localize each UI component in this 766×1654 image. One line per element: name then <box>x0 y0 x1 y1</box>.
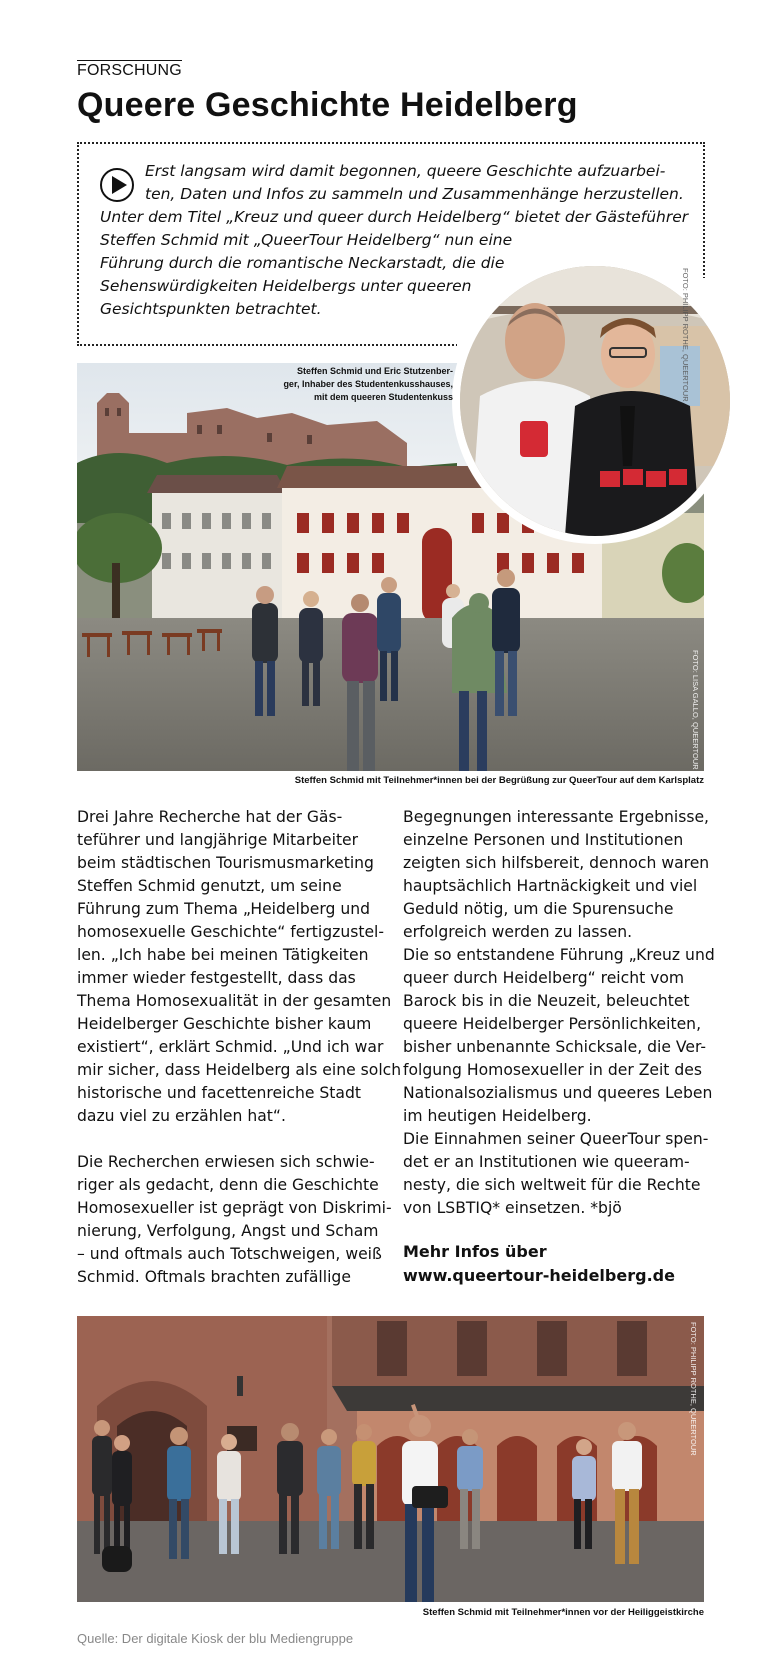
article-line: det er an Institutionen wie queeram- <box>403 1153 690 1171</box>
photo-credit-bottom: FOTO: PHILIPP ROTHE, QUEERTOUR <box>689 1322 698 1456</box>
article-line: Schmid. Oftmals brachten zufällige <box>77 1268 351 1286</box>
intro-line: Führung durch die romantische Neckarstadt, die die <box>100 254 505 272</box>
more-info-label: Mehr Infos über <box>403 1242 547 1261</box>
photo-credit: FOTO: LISA GALLO, QUEERTOUR <box>691 650 700 770</box>
article-line: Die Einnahmen seiner QueerTour spen- <box>403 1130 709 1148</box>
article-line: Nationalsozialismus und queeres Leben <box>403 1084 713 1102</box>
source-note: Quelle: Der digitale Kiosk der blu Mediengruppe <box>77 1631 354 1646</box>
article-line: len. „Ich habe bei meinen Tätigkeiten <box>77 946 369 964</box>
article-line: – und oftmals auch Totschweigen, weiß <box>77 1245 382 1263</box>
article-line: queere Heidelberger Persönlichkeiten, <box>403 1015 702 1033</box>
article-line: Homosexueller ist geprägt von Diskrimi- <box>77 1199 392 1217</box>
article-line: zeigten sich hilfsbereit, dennoch waren <box>403 854 710 872</box>
article-line: homosexuelle Geschichte“ fertigzustel- <box>77 923 385 941</box>
article-line: Geduld nötig, um die Spurensuche <box>403 900 674 918</box>
article-line: im heutigen Heidelberg. <box>403 1107 592 1125</box>
inset-caption-line: Steffen Schmid und Eric Stutzenber- <box>296 366 453 376</box>
article-line: Die Recherchen erwiesen sich schwie- <box>77 1153 375 1171</box>
inset-caption-line: ger, Inhaber des Studentenkusshauses, <box>283 379 453 389</box>
article-line: folgung Homosexueller in der Zeit des <box>403 1061 702 1079</box>
heiliggeistkirche-photo <box>77 1316 704 1602</box>
article-line: queer durch Heidelberg“ reicht vom <box>403 969 685 987</box>
play-icon <box>100 168 134 202</box>
photo-caption: Steffen Schmid mit Teilnehmer*innen bei der Begrüßung zur QueerTour auf dem Karlsplatz <box>294 775 704 786</box>
article-line: Steffen Schmid genutzt, um seine <box>77 877 342 895</box>
article-line: Barock bis in die Neuzeit, beleuchtet <box>403 992 690 1010</box>
intro-line: Erst langsam wird damit begonnen, queere Geschichte aufzuarbei- <box>145 162 666 180</box>
section-label: FORSCHUNG <box>77 62 182 79</box>
article-line: von LSBTIQ* einsetzen. *bjö <box>403 1199 622 1217</box>
article-line: einzelne Personen und Institutionen <box>403 831 684 849</box>
article-line: nierung, Verfolgung, Angst und Scham <box>77 1222 379 1240</box>
inset-portrait-photo <box>452 258 738 544</box>
article-line: dazu viel zu erzählen hat“. <box>77 1107 286 1125</box>
article-line: erfolgreich werden zu lassen. <box>403 923 633 941</box>
article-line: beim städtischen Tourismusmarketing <box>77 854 374 872</box>
article-line: riger als gedacht, denn die Geschichte <box>77 1176 379 1194</box>
article-line: Drei Jahre Recherche hat der Gäs- <box>77 808 343 826</box>
article-line: bisher unbenannte Schicksale, die Ver- <box>403 1038 707 1056</box>
article-column-left <box>77 806 401 1289</box>
inset-photo-credit: FOTO: PHILIPP ROTHE, QUEERTOUR <box>681 268 690 402</box>
more-info-link[interactable]: www.queertour-heidelberg.de <box>403 1266 675 1285</box>
inset-caption-line: mit dem queeren Studentenkuss <box>313 392 453 402</box>
article-line: immer wieder festgestellt, dass das <box>77 969 356 987</box>
intro-line: Steffen Schmid mit „QueerTour Heidelberg“ nun eine <box>100 231 513 249</box>
article-line: Führung zum Thema „Heidelberg und <box>77 900 370 918</box>
article-line: historische und facettenreiche Stadt <box>77 1084 361 1102</box>
article-line: Begegnungen interessante Ergebnisse, <box>403 808 709 826</box>
article-line: Thema Homosexualität in der gesamten <box>77 992 392 1010</box>
photo-caption-bottom: Steffen Schmid mit Teilnehmer*innen vor der Heiliggeistkirche <box>422 1607 704 1618</box>
article-line: Die so entstandene Führung „Kreuz und <box>403 946 715 964</box>
article-column-right <box>403 806 715 1220</box>
article-line: teführer und langjährige Mitarbeiter <box>77 831 359 849</box>
intro-line: ten, Daten und Infos zu sammeln und Zusammenhänge herzustellen. <box>145 185 684 203</box>
article-line: Heidelberger Geschichte bisher kaum <box>77 1015 372 1033</box>
article-line: existiert“, erklärt Schmid. „Und ich war <box>77 1038 384 1056</box>
article-line: mir sicher, dass Heidelberg als eine solch <box>77 1061 402 1079</box>
intro-line: Gesichtspunkten betrachtet. <box>100 300 322 318</box>
section-rule <box>77 60 182 61</box>
intro-line: Unter dem Titel „Kreuz und queer durch Heidelberg“ bietet der Gästeführer <box>100 208 689 226</box>
article-line: nesty, die sich weltweit für die Rechte <box>403 1176 701 1194</box>
intro-line: Sehenswürdigkeiten Heidelbergs unter queeren <box>100 277 472 295</box>
more-info <box>403 1240 675 1288</box>
article-line: hauptsächlich Hartnäckigkeit und viel <box>403 877 698 895</box>
page-title: Queere Geschichte Heidelberg <box>77 86 578 124</box>
